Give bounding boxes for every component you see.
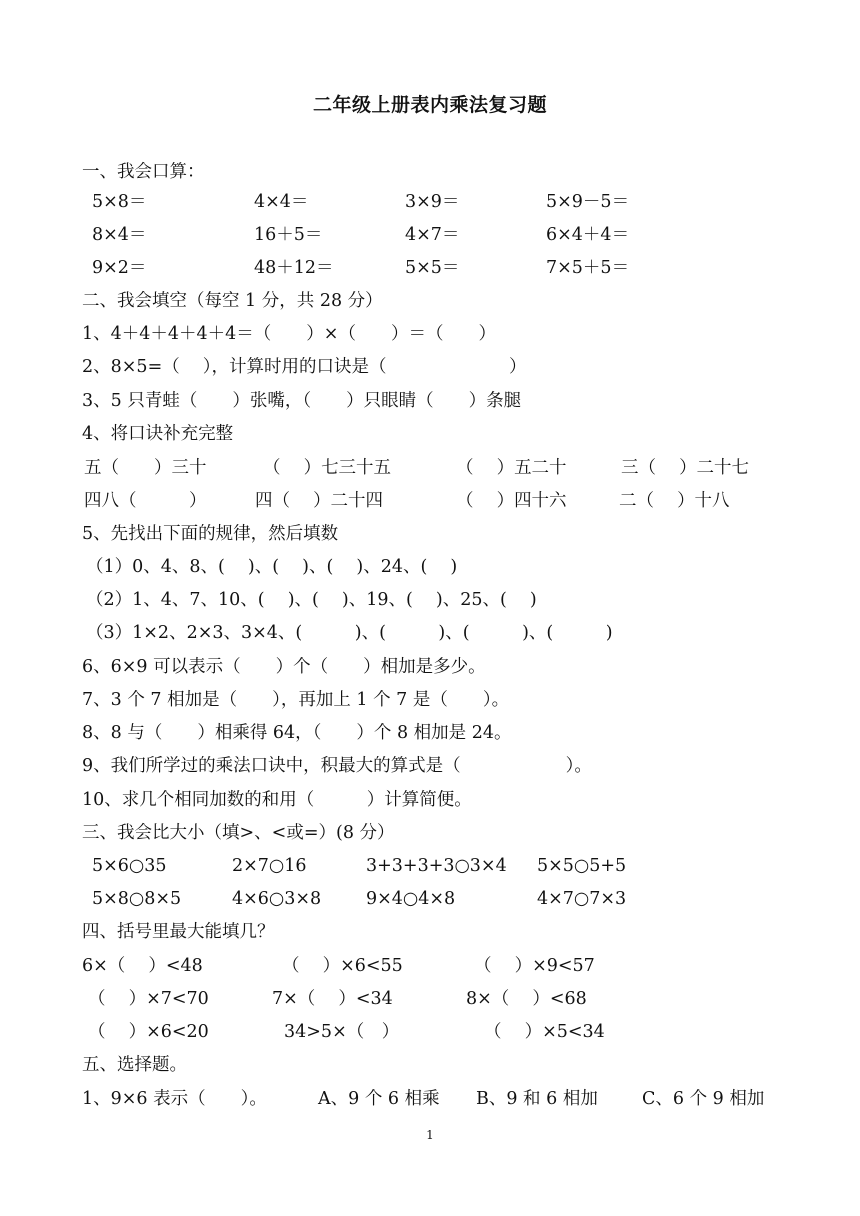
- choice-option-a: A、9 个 6 相乘: [318, 1089, 440, 1109]
- question-9: 9、我们所学过的乘法口诀中，积最大的算式是（ ）。: [82, 756, 592, 776]
- mnemonic-item: 五（ ）三十: [84, 458, 207, 478]
- compare-item: 5×8○8×5: [92, 889, 182, 909]
- max-fill-item: （ ）×6<20: [88, 1022, 209, 1042]
- oral-calc-item: 7×5＋5＝: [546, 258, 630, 278]
- page-number: 1: [426, 1128, 434, 1142]
- compare-item: 4×6○3×8: [232, 889, 322, 909]
- max-fill-item: 7×（ ）<34: [272, 989, 393, 1009]
- compare-item: 4×7○7×3: [537, 889, 627, 909]
- oral-calc-item: 5×9－5＝: [546, 192, 630, 212]
- max-fill-item: （ ）×7<70: [88, 989, 209, 1009]
- compare-item: 3+3+3+3○3×4: [366, 856, 507, 876]
- mnemonic-item: 三（ ）二十七: [621, 458, 750, 478]
- mnemonic-item: 四八（ ）: [84, 491, 207, 511]
- compare-item: 5×5○5+5: [537, 856, 627, 876]
- oral-calc-item: 6×4＋4＝: [546, 225, 630, 245]
- mnemonic-item: （ ）七三十五: [263, 458, 392, 478]
- question-7: 7、3 个 7 相加是（ ），再加上 1 个 7 是（ ）。: [82, 690, 510, 710]
- page-title: 二年级上册表内乘法复习题: [312, 94, 547, 116]
- question-5: 5、先找出下面的规律，然后填数: [82, 524, 339, 544]
- oral-calc-item: 8×4＝: [92, 225, 147, 245]
- mnemonic-item: 二（ ）十八: [619, 491, 730, 511]
- max-fill-item: 34>5×（ ）: [284, 1022, 400, 1042]
- max-fill-item: （ ）×5<34: [484, 1022, 605, 1042]
- compare-item: 9×4○4×8: [366, 889, 456, 909]
- question-10: 10、求几个相同加数的和用（ ）计算简便。: [82, 790, 472, 810]
- section3-heading: 三、我会比大小（填>、<或=）(8 分）: [82, 823, 395, 843]
- oral-calc-item: 48＋12＝: [254, 258, 334, 278]
- compare-item: 2×7○16: [232, 856, 307, 876]
- section1-heading: 一、我会口算：: [82, 162, 205, 182]
- question-2: 2、8×5=（ ），计算时用的口诀是（ ）: [82, 357, 527, 377]
- question-4: 4、将口诀补充完整: [82, 424, 234, 444]
- oral-calc-item: 5×8＝: [92, 192, 147, 212]
- pattern-line: （1）0、4、8、( )、( )、( )、24、( ): [86, 557, 458, 577]
- oral-calc-item: 5×5＝: [405, 258, 460, 278]
- section2-heading: 二、我会填空（每空 1 分，共 28 分）: [82, 291, 383, 311]
- question-3: 3、5 只青蛙（ ）张嘴，（ ）只眼睛（ ）条腿: [82, 391, 522, 411]
- mnemonic-item: （ ）四十六: [456, 491, 567, 511]
- section4-heading: 四、括号里最大能填几？: [82, 922, 275, 942]
- oral-calc-item: 4×7＝: [405, 225, 460, 245]
- oral-calc-item: 16＋5＝: [254, 225, 323, 245]
- oral-calc-item: 3×9＝: [405, 192, 460, 212]
- question-1: 1、4＋4＋4＋4＋4＝（ ）×（ ）＝（ ）: [82, 324, 496, 344]
- mnemonic-item: 四（ ）二十四: [255, 491, 384, 511]
- max-fill-item: 8×（ ）<68: [466, 989, 587, 1009]
- choice-option-b: B、9 和 6 相加: [476, 1089, 598, 1109]
- pattern-line: （2）1、4、7、10、( )、( )、19、( )、25、( ): [86, 590, 537, 610]
- question-8: 8、8 与（ ）相乘得 64，（ ）个 8 相加是 24。: [82, 723, 512, 743]
- max-fill-item: 6×（ ）<48: [82, 956, 203, 976]
- max-fill-item: （ ）×9<57: [474, 956, 595, 976]
- mnemonic-item: （ ）五二十: [456, 458, 567, 478]
- oral-calc-item: 4×4＝: [254, 192, 309, 212]
- pattern-line: （3）1×2、2×3、3×4、( )、( )、( )、( ): [86, 623, 613, 643]
- oral-calc-item: 9×2＝: [92, 258, 147, 278]
- max-fill-item: （ ）×6<55: [282, 956, 403, 976]
- section5-heading: 五、选择题。: [82, 1055, 187, 1075]
- choice-question-1: 1、9×6 表示（ ）。: [82, 1089, 267, 1109]
- compare-item: 5×6○35: [92, 856, 167, 876]
- question-6: 6、6×9 可以表示（ ）个（ ）相加是多少。: [82, 657, 486, 677]
- choice-option-c: C、6 个 9 相加: [642, 1089, 765, 1109]
